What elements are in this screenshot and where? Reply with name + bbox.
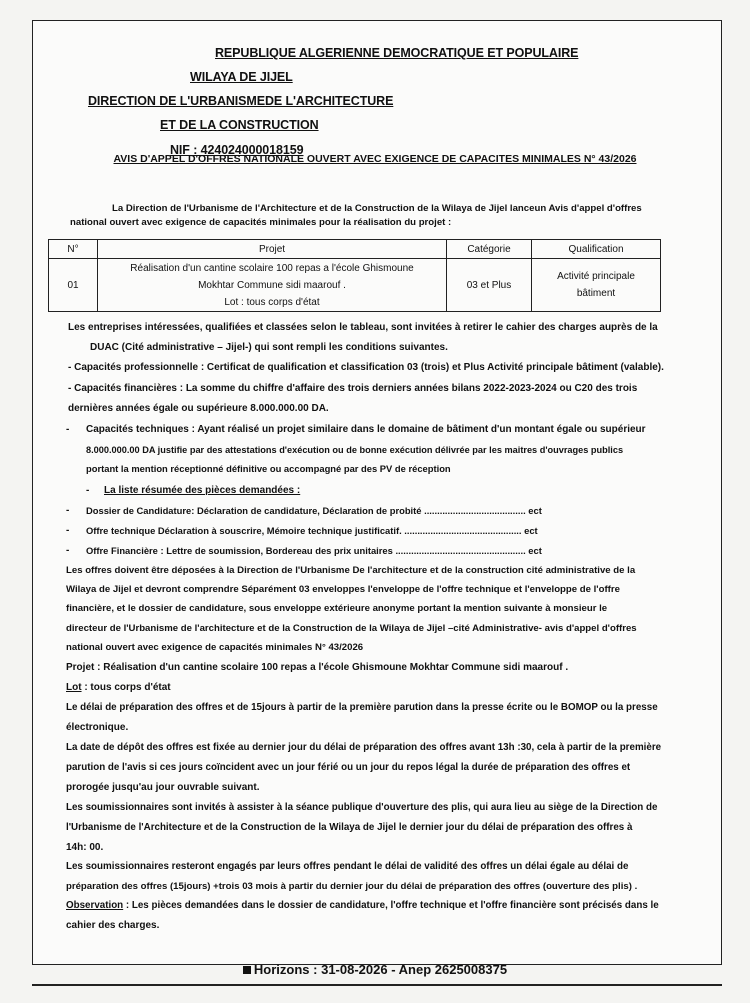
capacity-technical-line-2: 8.000.000.00 DA justifie par des attestations d'exécution ou de bonne exécution délivrée par les maitres d'ouvrages publics	[86, 445, 624, 455]
deposit-date-line-2: parution de l'avis si ces jours coïncident avec un jour férié ou un jour du repos légal la durée de préparation des offres et	[66, 762, 631, 773]
table-row	[49, 259, 661, 312]
project-line: Projet : Réalisation d'un cantine scolaire 100 repas a l'école Ghismoune Mokhtar Commune sidi maarouf .	[66, 662, 569, 673]
capacity-technical-line-3: portant la mention réceptionné définitive ou accompagné par des PV de réception	[86, 463, 451, 474]
header-direction: DIRECTION DE L'URBANISMEDE L'ARCHITECTURE	[88, 94, 394, 108]
row-categorie: 03 et Plus	[447, 259, 532, 312]
delay-line-2: électronique.	[66, 722, 129, 733]
square-bullet-icon	[243, 966, 251, 974]
deposit-date-line-3: prorogée jusqu'au jour ouvrable suivant.	[66, 782, 260, 793]
document-item-candidature: Dossier de Candidature: Déclaration de candidature, Déclaration de probité ....................................... ect	[86, 505, 542, 516]
table-header-qualification: Qualification	[532, 240, 661, 259]
row-projet	[98, 259, 447, 312]
deposit-line-4: directeur de l'Urbanisme de l'architecture et de la Construction de la Wilaya de Jijel –cité Administrative- avis d'appel d'offres	[66, 623, 637, 634]
opening-line-2: l'Urbanisme de l'Architecture et de la Construction de la Wilaya de Jijel le dernier jour du délai de préparation des offres à	[66, 822, 633, 833]
opening-line-1: Les soumissionnaires sont invités à assister à la séance publique d'ouverture des plis, qui aura lieu au siège de la Direction de	[66, 802, 658, 813]
para-invite-line-2: DUAC (Cité administrative – Jijel-) qui sont rempli les conditions suivantes.	[90, 342, 448, 353]
observation-text: : Les pièces demandées dans le dossier de candidature, l'offre technique et l'offre financière sont précisés dans le	[123, 900, 659, 911]
deposit-line-2: Wilaya de Jijel et devront comprendre Séparément 03 enveloppes l'enveloppe de l'offre technique et l'enveloppe de l'offre	[66, 584, 620, 595]
row-num: 01	[49, 259, 98, 312]
para-invite-line-1: Les entreprises intéressées, qualifiées et classées selon le tableau, sont invitées à retirer le cahier des charges auprès de la	[68, 322, 658, 333]
footer-divider	[32, 984, 722, 986]
notice-title: AVIS D'APPEL D'OFFRES NATIONALE OUVERT AVEC EXIGENCE DE CAPACITES MINIMALES N° 43/2026	[113, 153, 637, 165]
observation-line-2: cahier des charges.	[66, 920, 160, 931]
delay-line-1: Le délai de préparation des offres et de 15jours à partir de la première parution dans la presse écrite ou le BOMOP ou la presse	[66, 702, 658, 713]
footer-text: Horizons : 31-08-2026 - Anep 2625008375	[253, 962, 508, 977]
deposit-line-1: Les offres doivent être déposées à la Direction de l'Urbanisme De l'architecture et de la construction cité administrative de la	[66, 565, 636, 576]
deposit-line-5: national ouvert avec exigence de capacités minimales N° 43/2026	[66, 642, 364, 653]
table-header-num: N°	[49, 240, 98, 259]
observation-label: Observation	[66, 900, 124, 911]
documents-list-title: La liste résumée des pièces demandées :	[104, 485, 301, 496]
capacity-technical-dash: -	[66, 424, 70, 435]
table-header-row	[49, 240, 661, 259]
document-item-dash: -	[66, 545, 70, 556]
documents-list-dash: -	[86, 485, 90, 496]
row-qualification-line-1: Activité principale	[557, 271, 635, 282]
validity-line-1: Les soumissionnaires resteront engagés par leurs offres pendant le délai de validité des offres un délai égale au délai de	[66, 861, 629, 872]
row-qualification	[532, 259, 661, 312]
observation-line-1	[66, 896, 659, 916]
validity-line-2: préparation des offres (15jours) +trois 03 mois à partir du dernier jour du délai de préparation des offres (ouverture des plis) .	[66, 881, 638, 892]
header-republic: REPUBLIQUE ALGERIENNE DEMOCRATIQUE ET POPULAIRE	[215, 46, 579, 60]
capacity-financial-line-1: - Capacités financières : La somme du chiffre d'affaire des trois derniers années bilans 2022-2023-2024 ou C20 des trois	[68, 383, 638, 394]
capacity-financial-line-2: dernières années égale ou supérieure 8.000.000.00 DA.	[68, 403, 329, 414]
deposit-line-3: financière, et le dossier de candidature, sous enveloppe extérieure anonyme portant la mention suivante à monsieur le	[66, 603, 608, 614]
capacity-professional: - Capacités professionnelle : Certificat de qualification et classification 03 (trois) et Plus Activité principale bâtiment (valable).	[68, 362, 664, 373]
table-header-projet: Projet	[98, 240, 447, 259]
intro-line-1: La Direction de l'Urbanisme de l'Architecture et de la Construction de la Wilaya de Jijel lanceun Avis d'appel d'offres	[112, 203, 642, 214]
lot-label: Lot	[66, 682, 82, 693]
row-projet-line-2: Mokhtar Commune sidi maarouf .	[198, 279, 346, 291]
opening-line-3: 14h: 00.	[66, 842, 104, 853]
document-item-dash: -	[66, 525, 70, 536]
deposit-date-line-1: La date de dépôt des offres est fixée au dernier jour du délai de préparation des offres avant 13h :30, cela à partir de la première	[66, 742, 662, 753]
lot-line	[66, 678, 171, 698]
row-qualification-line-2: bâtiment	[576, 288, 616, 299]
lot-text: : tous corps d'état	[81, 682, 171, 693]
header-wilaya: WILAYA DE JIJEL	[190, 70, 293, 84]
capacity-technical-line-1: Capacités techniques : Ayant réalisé un projet similaire dans le domaine de bâtiment d'un montant égale ou supérieur	[86, 424, 646, 435]
table-header-categorie: Catégorie	[447, 240, 532, 259]
project-table	[48, 239, 661, 312]
header-construction: ET DE LA CONSTRUCTION	[160, 118, 319, 132]
document-item-financiere: Offre Financière : Lettre de soumission, Bordereau des prix unitaires .................................................. ect	[86, 545, 542, 556]
intro-line-2: national ouvert avec exigence de capacités minimales pour la réalisation du projet :	[70, 217, 452, 228]
document-item-technique: Offre technique Déclaration à souscrire, Mémoire technique justificatif. ............................................. ect	[86, 525, 538, 536]
document-item-dash: -	[66, 505, 70, 516]
footer-publication	[0, 962, 750, 977]
header-nif: NIF : 424024000018159	[170, 143, 304, 157]
row-projet-line-1: Réalisation d'un cantine scolaire 100 repas a l'école Ghismoune	[130, 262, 414, 274]
row-projet-line-3: Lot : tous corps d'état	[224, 296, 320, 308]
